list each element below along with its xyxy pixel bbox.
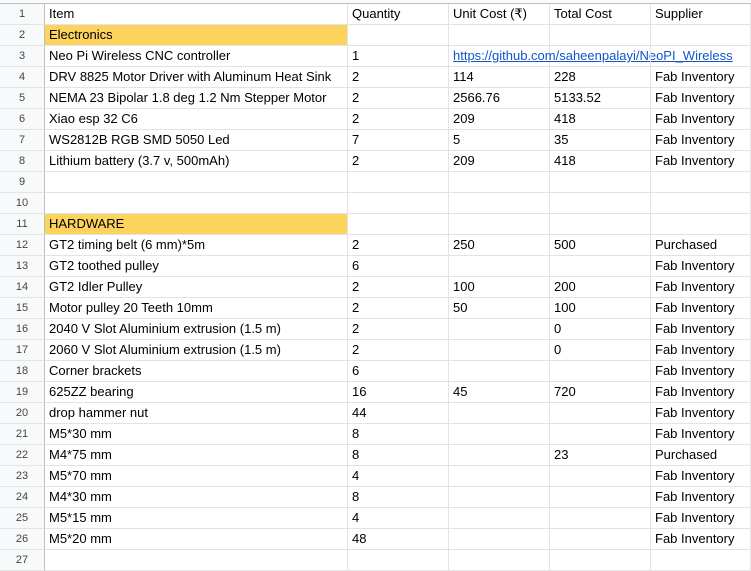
cell-unit-cost[interactable]: 45 [449,382,550,403]
cell-supplier[interactable]: Fab Inventory [651,466,751,487]
cell-item[interactable]: M5*20 mm [45,529,348,550]
cell-unit-cost[interactable] [449,361,550,382]
cell-total-cost[interactable]: 23 [550,445,651,466]
cell-total-cost[interactable]: 500 [550,235,651,256]
cell-unit-cost[interactable] [449,508,550,529]
cell-total-cost[interactable] [550,508,651,529]
cell-total-cost[interactable]: 0 [550,340,651,361]
cell-item[interactable]: DRV 8825 Motor Driver with Aluminum Heat Sink [45,67,348,88]
row-number[interactable]: 9 [0,172,45,193]
cell-total-cost[interactable]: 5133.52 [550,88,651,109]
table-row [0,487,751,508]
table-row [0,403,751,424]
cell-total-cost[interactable]: 35 [550,130,651,151]
table-row [0,445,751,466]
cell-unit-cost[interactable] [449,25,550,46]
cell-total-cost[interactable] [550,172,651,193]
table-row [0,340,751,361]
cell-item[interactable]: Corner brackets [45,361,348,382]
cell-total-cost[interactable] [550,214,651,235]
cell-supplier[interactable]: Fab Inventory [651,67,751,88]
cell-supplier[interactable] [651,46,751,67]
table-row [0,319,751,340]
cell-supplier[interactable]: Fab Inventory [651,508,751,529]
table-row [0,361,751,382]
cell-unit-cost[interactable] [449,256,550,277]
cell-quantity[interactable] [348,172,449,193]
cell-quantity[interactable]: 7 [348,130,449,151]
row-number[interactable]: 3 [0,46,45,67]
table-row [0,298,751,319]
cell-quantity[interactable]: 16 [348,382,449,403]
table-row [0,466,751,487]
table-row [0,193,751,214]
cell-item[interactable]: Motor pulley 20 Teeth 10mm [45,298,348,319]
cell-unit-cost[interactable] [449,403,550,424]
cell-item[interactable]: GT2 Idler Pulley [45,277,348,298]
cell-supplier[interactable]: Purchased [651,235,751,256]
table-row [0,109,751,130]
cell-total-cost[interactable]: 100 [550,298,651,319]
row-number[interactable]: 15 [0,298,45,319]
table-row [0,277,751,298]
header-quantity[interactable]: Quantity [348,4,449,25]
section-header-cell[interactable]: HARDWARE [45,214,348,235]
cell-item[interactable]: GT2 timing belt (6 mm)*5m [45,235,348,256]
cell-item[interactable]: Lithium battery (3.7 v, 500mAh) [45,151,348,172]
header-supplier[interactable]: Supplier [651,4,751,25]
cell-item[interactable]: Neo Pi Wireless CNC controller [45,46,348,67]
cell-unit-cost[interactable] [449,46,733,67]
cell-quantity[interactable]: 2 [348,340,449,361]
cell-supplier[interactable] [651,193,751,214]
cell-item[interactable]: GT2 toothed pulley [45,256,348,277]
cell-unit-cost[interactable] [449,340,550,361]
cell-quantity[interactable]: 2 [348,298,449,319]
cell-unit-cost[interactable]: 100 [449,277,550,298]
cell-item[interactable]: 2060 V Slot Aluminium extrusion (1.5 m) [45,340,348,361]
row-number[interactable]: 13 [0,256,45,277]
cell-item[interactable]: M5*15 mm [45,508,348,529]
cell-item[interactable] [45,172,348,193]
cell-unit-cost[interactable] [449,214,550,235]
cell-supplier[interactable]: Fab Inventory [651,109,751,130]
cell-unit-cost[interactable]: 50 [449,298,550,319]
cell-unit-cost[interactable] [449,529,550,550]
cell-supplier[interactable]: Fab Inventory [651,340,751,361]
cell-total-cost[interactable] [550,403,651,424]
cell-supplier[interactable]: Fab Inventory [651,256,751,277]
row-number[interactable]: 25 [0,508,45,529]
cell-unit-cost[interactable] [449,466,550,487]
table-row [0,235,751,256]
cell-quantity[interactable]: 8 [348,487,449,508]
cell-item[interactable] [45,193,348,214]
cell-unit-cost[interactable]: 2566.76 [449,88,550,109]
row-number[interactable]: 16 [0,319,45,340]
header-row [0,4,751,25]
cell-supplier[interactable]: Fab Inventory [651,319,751,340]
cell-quantity[interactable] [348,214,449,235]
cell-item[interactable]: M4*30 mm [45,487,348,508]
cell-total-cost[interactable]: 0 [550,319,651,340]
row-number[interactable]: 17 [0,340,45,361]
table-row [0,382,751,403]
header-total-cost[interactable]: Total Cost [550,4,651,25]
cell-item[interactable]: WS2812B RGB SMD 5050 Led [45,130,348,151]
cell-total-cost[interactable] [550,361,651,382]
row-number[interactable]: 6 [0,109,45,130]
table-row [0,424,751,445]
cell-total-cost[interactable] [550,466,651,487]
row-number[interactable]: 4 [0,67,45,88]
row-number[interactable]: 8 [0,151,45,172]
row-number[interactable]: 10 [0,193,45,214]
cell-item[interactable]: M5*70 mm [45,466,348,487]
github-link[interactable]: https://github.com/saheenpalayi/NeoPI_Wireless [453,48,733,63]
cell-total-cost[interactable]: 200 [550,277,651,298]
row-number[interactable]: 5 [0,88,45,109]
cell-quantity[interactable]: 2 [348,109,449,130]
row-number[interactable]: 26 [0,529,45,550]
header-unit-cost[interactable]: Unit Cost (₹) [449,4,550,25]
cell-total-cost[interactable] [550,256,651,277]
row-number[interactable]: 11 [0,214,45,235]
cell-quantity[interactable]: 48 [348,529,449,550]
cell-quantity[interactable] [348,25,449,46]
table-row [0,88,751,109]
cell-quantity[interactable]: 2 [348,235,449,256]
cell-quantity[interactable]: 2 [348,151,449,172]
spreadsheet-grid [0,4,751,571]
cell-supplier[interactable]: Fab Inventory [651,130,751,151]
cell-item[interactable]: M5*30 mm [45,424,348,445]
cell-supplier[interactable]: Fab Inventory [651,88,751,109]
cell-quantity[interactable]: 4 [348,508,449,529]
row-number[interactable]: 21 [0,424,45,445]
row-number[interactable]: 19 [0,382,45,403]
header-item[interactable]: Item [45,4,348,25]
row-number[interactable]: 2 [0,25,45,46]
table-row [0,256,751,277]
cell-unit-cost[interactable]: 209 [449,151,550,172]
cell-supplier[interactable]: Fab Inventory [651,529,751,550]
cell-item[interactable]: 2040 V Slot Aluminium extrusion (1.5 m) [45,319,348,340]
cell-total-cost[interactable]: 418 [550,151,651,172]
cell-unit-cost[interactable] [449,487,550,508]
cell-supplier[interactable]: Fab Inventory [651,424,751,445]
section-row [0,214,751,235]
table-row [0,46,751,67]
cell-quantity[interactable]: 1 [348,46,449,67]
cell-quantity[interactable]: 4 [348,466,449,487]
row-number[interactable]: 7 [0,130,45,151]
cell-quantity[interactable]: 2 [348,88,449,109]
cell-item[interactable]: NEMA 23 Bipolar 1.8 deg 1.2 Nm Stepper Motor [45,88,348,109]
cell-unit-cost[interactable]: 114 [449,67,550,88]
cell-quantity[interactable]: 8 [348,424,449,445]
cell-unit-cost[interactable] [449,445,550,466]
row-number[interactable]: 22 [0,445,45,466]
row-number[interactable]: 27 [0,550,45,571]
row-number[interactable]: 24 [0,487,45,508]
cell-quantity[interactable]: 2 [348,67,449,88]
cell-total-cost[interactable] [550,529,651,550]
cell-unit-cost[interactable] [449,424,550,445]
table-row [0,172,751,193]
cell-supplier[interactable] [651,25,751,46]
table-row [0,508,751,529]
cell-quantity[interactable]: 44 [348,403,449,424]
row-number[interactable]: 20 [0,403,45,424]
cell-supplier[interactable]: Fab Inventory [651,382,751,403]
cell-quantity[interactable]: 6 [348,361,449,382]
section-row [0,25,751,46]
cell-unit-cost[interactable] [449,319,550,340]
cell-total-cost[interactable]: 720 [550,382,651,403]
row-number[interactable]: 12 [0,235,45,256]
table-row [0,151,751,172]
cell-quantity[interactable]: 2 [348,277,449,298]
cell-supplier[interactable]: Fab Inventory [651,361,751,382]
section-header-cell[interactable]: Electronics [45,25,348,46]
table-row [0,67,751,88]
cell-supplier[interactable] [651,214,751,235]
cell-item[interactable]: Xiao esp 32 C6 [45,109,348,130]
cell-quantity[interactable]: 8 [348,445,449,466]
cell-supplier[interactable]: Fab Inventory [651,298,751,319]
cell-quantity[interactable]: 2 [348,319,449,340]
cell-supplier[interactable]: Fab Inventory [651,277,751,298]
cell-supplier[interactable]: Fab Inventory [651,151,751,172]
cell-total-cost[interactable] [550,193,651,214]
cell-supplier[interactable]: Purchased [651,445,751,466]
cell-supplier[interactable]: Fab Inventory [651,487,751,508]
cell-unit-cost[interactable]: 5 [449,130,550,151]
cell-total-cost[interactable]: 228 [550,67,651,88]
cell-total-cost[interactable]: 418 [550,109,651,130]
cell-supplier[interactable]: Fab Inventory [651,403,751,424]
cell-unit-cost[interactable]: 250 [449,235,550,256]
row-number[interactable]: 23 [0,466,45,487]
cell-total-cost[interactable] [550,46,651,67]
table-row [0,529,751,550]
cell-total-cost[interactable] [550,487,651,508]
row-number[interactable]: 14 [0,277,45,298]
cell-total-cost[interactable] [550,424,651,445]
cell-total-cost[interactable] [550,25,651,46]
cell-item[interactable]: M4*75 mm [45,445,348,466]
cell-unit-cost[interactable] [449,193,550,214]
cell-item[interactable]: 625ZZ bearing [45,382,348,403]
table-row [0,130,751,151]
cell-quantity[interactable] [348,193,449,214]
cell-unit-cost[interactable] [449,172,550,193]
cell-item[interactable]: drop hammer nut [45,403,348,424]
cell-unit-cost[interactable]: 209 [449,109,550,130]
cell-quantity[interactable]: 6 [348,256,449,277]
row-number[interactable]: 1 [0,4,45,25]
cell-supplier[interactable] [651,172,751,193]
row-number[interactable]: 18 [0,361,45,382]
